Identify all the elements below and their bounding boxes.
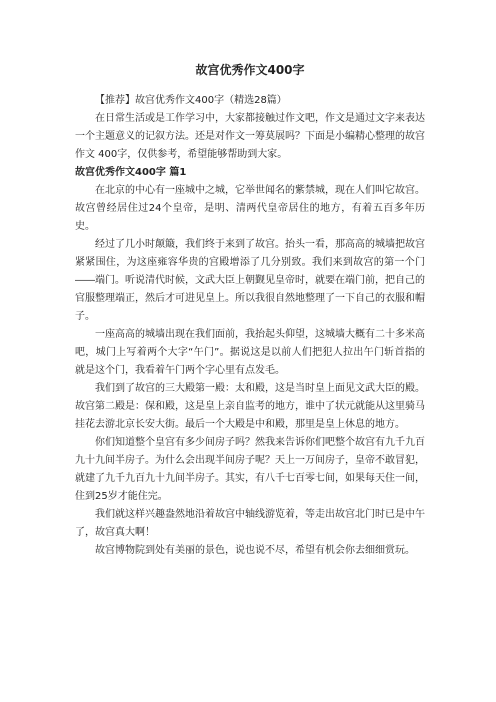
body-paragraph: 我们就这样兴趣盎然地沿着故宫中轴线游览着，等走出故宫北门时已是中午了，故宫真大啊！ — [75, 509, 425, 538]
intro-paragraph: 在日常生活或是工作学习中，大家都接触过作文吧，作文是通过文字来表达一个主题意义的记叙方法。还是对作文一筹莫展吗？下面是小编精心整理的故宫作文 400字，仅供参考，希望能够帮助到大家。 — [75, 113, 425, 160]
body-paragraph: 我们到了故宫的三大殿第一殿：太和殿，这是当时皇上面见文武大臣的殿。故宫第二殿是：保和殿，这是皇上亲自监考的地方，谁中了状元就能从这里骑马挂花去游北京长安大街。最后一个大殿是中和殿，那里是皇上休息的地方。 — [75, 383, 425, 430]
document-title: 故宫优秀作文400字 — [195, 63, 305, 77]
body-paragraph: 经过了几小时颠簸，我们终于来到了故宫。抬头一看，那高高的城墙把故宫紧紧围住，为这座雍容华贵的宫殿增添了几分别致。我们来到故宫的第一个门――端门。听说清代时候，文武大臣上朝觐见皇帝时，就要在端门前，把自己的官服整理端正，然后才可进见皇上。所以我很自然地整理了一下自己的衣服和帽子。 — [75, 239, 425, 322]
body-paragraph: 一座高高的城墙出现在我们面前，我抬起头仰望，这城墙大概有二十多米高吧，城门上写着两个大字“午门”。据说这是以前人们把犯人拉出午门斩首指的就是这个门，我看着午门两个字心里有点发毛。 — [75, 329, 425, 376]
body-paragraph: 在北京的中心有一座城中之城，它举世闻名的紫禁城，现在人们叫它故宫。故宫曾经居住过24个皇帝，是明、清两代皇帝居住的地方，有着五百多年历史。 — [75, 185, 425, 232]
intro-recommend-line: 【推荐】故宫优秀作文400字（精选28篇） — [95, 95, 287, 106]
section-heading: 故宫优秀作文400字 篇1 — [75, 167, 187, 178]
body-paragraph: 你们知道整个皇宫有多少间房子吗？然我来告诉你们吧整个故宫有九千九百九十九间半房子。为什么会出现半间房子呢？天上一万间房子，皇帝不敢冒犯，就建了九千九百九十九间半房子。其实，有八千七百零七间，如果每天住一间，住到25岁才能住完。 — [75, 437, 425, 502]
body-paragraph: 故宫博物院到处有美丽的景色，说也说不尽，希望有机会你去细细赏玩。 — [95, 545, 415, 556]
